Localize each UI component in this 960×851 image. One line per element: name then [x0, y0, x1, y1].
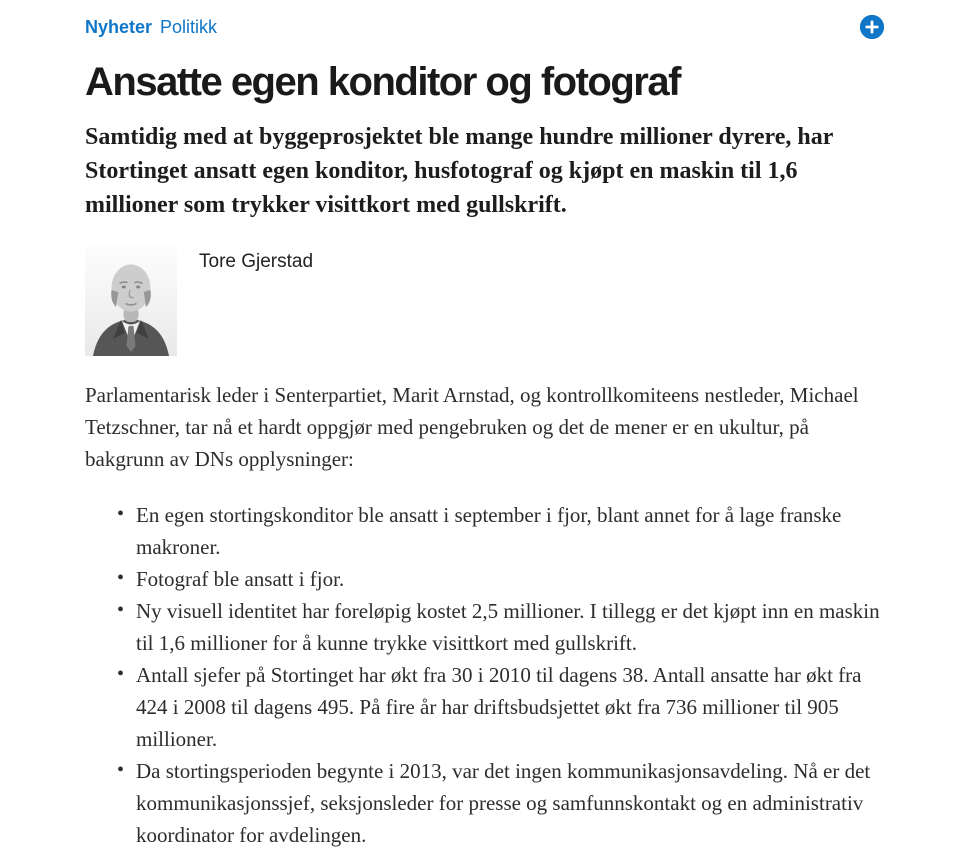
add-button[interactable]: [860, 15, 884, 39]
topbar: [85, 14, 884, 40]
breadcrumb-subsection-politikk[interactable]: Politikk: [160, 17, 218, 37]
fact-list: [85, 499, 884, 851]
list-item: • Fotograf ble ansatt i fjor.: [136, 563, 884, 595]
article-title: Ansatte egen konditor og fotograf: [85, 60, 680, 104]
intro-paragraph: Parlamentarisk leder i Senterpartiet, Marit Arnstad, og kontrollkomiteens nestleder, Michael Tetzschner, tar nå et hardt oppgjør med pengebruken og det de mener er en ukultur, på bakgrunn av DNs opplysninger:: [85, 383, 859, 471]
author-byline: [85, 246, 884, 356]
breadcrumb: [85, 14, 217, 40]
author-photo: [85, 246, 177, 356]
list-item: • En egen stortingskonditor ble ansatt i september i fjor, blant annet for å lage franske makroner.: [136, 499, 884, 563]
article-lede: Samtidig med at byggeprosjektet ble mange hundre millioner dyrere, har Stortinget ansatt egen konditor, husfotograf og kjøpt en maskin til 1,6 millioner som trykker visittkort med gullskrift.: [85, 124, 833, 218]
list-item: • Antall sjefer på Stortinget har økt fra 30 i 2010 til dagens 38. Antall ansatte har økt fra 424 i 2008 til dagens 495. På fire år har driftsbudsjettet økt fra 736 millioner til 905 millioner.: [136, 659, 884, 755]
plus-icon: [860, 15, 884, 39]
list-item: • Da stortingsperioden begynte i 2013, var det ingen kommunikasjonsavdeling. Nå er det kommunikasjonssjef, seksjonsleder for presse og samfunnskontakt og en administrativ koordinator for avdelingen.: [136, 755, 884, 851]
author-name[interactable]: Tore Gjerstad: [199, 251, 314, 272]
breadcrumb-section-nyheter[interactable]: Nyheter: [85, 17, 153, 37]
list-item: • Ny visuell identitet har foreløpig kostet 2,5 millioner. I tillegg er det kjøpt inn en maskin til 1,6 millioner for å kunne trykke visittkort med gullskrift.: [136, 595, 884, 659]
